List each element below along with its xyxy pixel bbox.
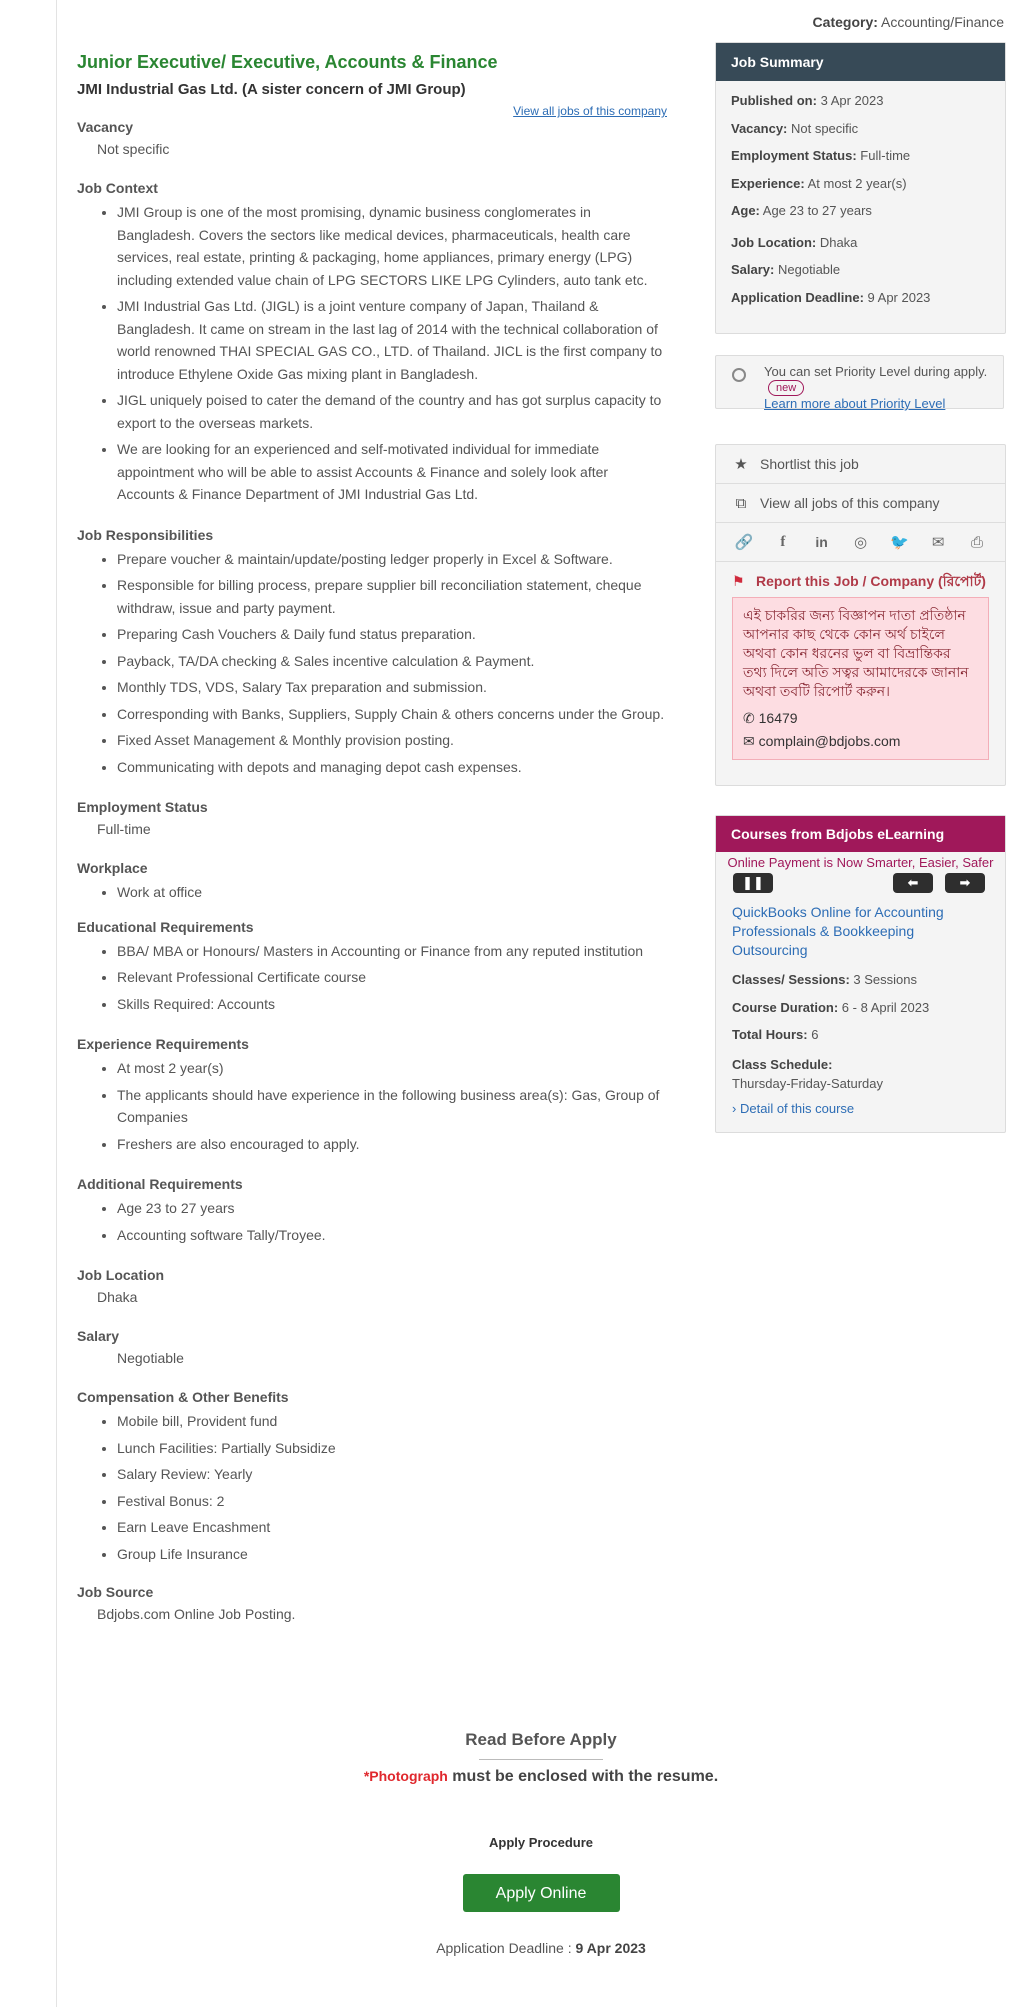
- job-summary-heading: Job Summary: [716, 43, 1005, 81]
- list-item: • Responsible for billing process, prepare supplier bill reconciliation statement, cheque withdraw, issue and party payment.: [117, 574, 667, 619]
- list-item: • Group Life Insurance: [117, 1543, 667, 1566]
- info-value: Thursday-Friday-Saturday: [732, 1075, 883, 1091]
- list-item: • Monthly TDS, VDS, Salary Tax preparation and submission.: [117, 676, 667, 699]
- helpline-number: 16479: [758, 710, 798, 726]
- job-actions-card: [715, 444, 1006, 786]
- additional-list: [77, 1197, 667, 1246]
- list-item: • Salary Review: Yearly: [117, 1463, 667, 1486]
- job-summary-card: [715, 42, 1006, 334]
- list-item: • Accounting software Tally/Troyee.: [117, 1224, 667, 1247]
- benefits-list: [77, 1410, 667, 1565]
- payment-marquee: Online Payment is Now Smarter, Easier, Safer: [727, 855, 994, 870]
- benefits-section: [77, 1388, 667, 1565]
- list-item: • The applicants should have experience in the following business area(s): Gas, Group of Companies: [117, 1084, 667, 1129]
- job-location-value: Dhaka: [97, 1289, 138, 1305]
- info-value: 6 - 8 April 2023: [838, 999, 930, 1015]
- course-hours: [716, 1021, 1005, 1049]
- fraud-warning-text: এই চাকরির জন্য বিজ্ঞাপন দাতা প্রতিষ্ঠান আপনার কাছ থেকে কোন অর্থ চাইলে অথবা কোন ধরনের ভুল বা বিভ্রান্তিকর তথ্য দিলে অতি সত্বর আমাদেরকে জানান অথবা তবটি রিপোর্ট করুন।: [743, 607, 969, 699]
- heading-underline: [479, 1759, 603, 1760]
- list-item: • Lunch Facilities: Partially Subsidize: [117, 1437, 667, 1460]
- list-item: • At most 2 year(s): [117, 1057, 667, 1080]
- summary-row: [731, 197, 990, 225]
- priority-text: [764, 364, 991, 396]
- experience-list: [77, 1057, 667, 1155]
- summary-row: [731, 170, 990, 198]
- section-heading: Job Responsibilities: [77, 526, 214, 543]
- job-title: Junior Executive/ Executive, Accounts & Finance: [77, 52, 498, 72]
- deadline-value: 9 Apr 2023: [575, 1940, 646, 1956]
- list-item: • Payback, TA/DA checking & Sales incentive calculation & Payment.: [117, 650, 667, 673]
- summary-row: [731, 229, 990, 257]
- experience-section: [77, 1035, 667, 1155]
- section-heading: Job Context: [77, 180, 158, 196]
- job-context-list: [77, 201, 667, 506]
- education-section: [77, 918, 667, 1016]
- job-location-section: [77, 1266, 667, 1307]
- course-sessions: [716, 966, 1005, 994]
- additional-requirements-section: [77, 1175, 667, 1246]
- list-item: • Mobile bill, Provident fund: [117, 1410, 667, 1433]
- list-item: • JMI Industrial Gas Ltd. (JIGL) is a joint venture company of Japan, Thailand & Bangladesh. It came on stream in the last lag of 2014 with the technical collaboration of world renowned THAI SPECIAL GAS CO., LTD. of Thailand. JICL is the first company to introduce Ethylene Oxide Gas mixing plant in Bangladesh.: [117, 295, 667, 385]
- fraud-warning-box: [732, 597, 989, 760]
- share-bar: [716, 523, 1005, 562]
- responsibilities-list: [77, 548, 667, 779]
- mail-icon[interactable]: ✉: [931, 534, 945, 551]
- list-item: • JMI Group is one of the most promising, dynamic business conglomerates in Bangladesh. Covers the sectors like medical devices, pharmaceuticals, health care services, real estate, printing & packaging, home appliances, primary energy (LPG) including extended value chain of LPG SECTORS LIKE LPG Cylinders, auto tank etc.: [117, 201, 667, 291]
- summary-label: Vacancy:: [731, 120, 788, 136]
- complaint-email[interactable]: complain@bdjobs.com: [758, 733, 901, 749]
- summary-label: Experience:: [731, 175, 805, 191]
- list-item: • Relevant Professional Certificate course: [117, 966, 667, 989]
- summary-label: Age:: [731, 203, 760, 218]
- apply-online-button[interactable]: Apply Online: [463, 1874, 620, 1912]
- linkedin-icon[interactable]: in: [815, 534, 828, 550]
- list-item: • Freshers are also encouraged to apply.: [117, 1133, 667, 1156]
- list-item: • BBA/ MBA or Honours/ Masters in Accounting or Finance from any reputed institution: [117, 940, 667, 963]
- info-value: 6: [807, 1027, 819, 1042]
- list-item: • Work at office: [117, 881, 667, 904]
- photo-note-required: *Photograph: [363, 1768, 448, 1784]
- info-label: Classes/ Sessions:: [732, 972, 850, 987]
- view-all-jobs-button[interactable]: [716, 484, 1005, 523]
- salary-value: Negotiable: [117, 1350, 184, 1366]
- photo-note-text: must be enclosed with the resume.: [447, 1768, 719, 1785]
- section-heading: Job Source: [77, 1584, 154, 1600]
- report-job-link[interactable]: [716, 562, 1005, 597]
- section-heading: Educational Requirements: [77, 918, 254, 935]
- company-name: JMI Industrial Gas Ltd. (A sister concern of JMI Group): [77, 81, 466, 98]
- info-label: Total Hours:: [732, 1027, 808, 1042]
- star-icon: ★: [734, 456, 748, 473]
- vacancy-section: [77, 118, 667, 159]
- workplace-section: [77, 859, 667, 904]
- left-divider: [56, 0, 57, 2007]
- category-value: Accounting/Finance: [881, 14, 1004, 30]
- salary-section: [77, 1327, 667, 1368]
- course-duration: [716, 994, 1005, 1022]
- priority-message: You can set Priority Level during apply.: [764, 364, 988, 379]
- summary-value: At most 2 year(s): [804, 175, 907, 191]
- section-heading: Workplace: [77, 860, 148, 876]
- list-item: • Corresponding with Banks, Suppliers, Supply Chain & others concerns under the Group.: [117, 703, 667, 726]
- view-all-label: View all jobs of this company: [760, 495, 940, 511]
- education-list: [77, 940, 667, 1016]
- summary-row: [731, 87, 990, 115]
- info-label: Course Duration:: [732, 999, 839, 1015]
- vacancy-value: Not specific: [97, 141, 170, 157]
- summary-row: [731, 256, 990, 284]
- section-heading: Salary: [77, 1328, 120, 1344]
- summary-label: Job Location:: [731, 234, 817, 250]
- job-source-section: [77, 1583, 667, 1624]
- job-summary-body: [716, 81, 1005, 321]
- priority-learn-more-link[interactable]: Learn more about Priority Level: [764, 396, 946, 411]
- print-icon[interactable]: ⎙: [970, 533, 983, 551]
- complaint-email-row: [743, 732, 978, 751]
- summary-value: 3 Apr 2023: [816, 93, 884, 108]
- shortlist-button[interactable]: [716, 445, 1005, 484]
- report-label: Report this Job / Company (রিপোর্ট): [756, 573, 986, 589]
- envelope-icon: ✉: [743, 733, 755, 749]
- summary-row: [731, 284, 990, 312]
- category-label: Category:: [812, 14, 878, 30]
- category-line: [813, 14, 1004, 30]
- apply-procedure-heading: Apply Procedure: [488, 1835, 594, 1850]
- view-all-jobs-link[interactable]: View all jobs of this company: [513, 104, 667, 118]
- course-title-link[interactable]: QuickBooks Online for Accounting Professionals & Bookkeeping Outsourcing: [732, 904, 944, 958]
- courses-heading: Courses from Bdjobs eLearning: [716, 816, 1005, 852]
- carousel-controls: [716, 873, 1005, 893]
- facebook-icon[interactable]: f: [780, 533, 786, 550]
- shortlist-label: Shortlist this job: [760, 456, 859, 472]
- list-item: • Preparing Cash Vouchers & Daily fund status preparation.: [117, 623, 667, 646]
- list-item: • Fixed Asset Management & Monthly provision posting.: [117, 729, 667, 752]
- detail-label: Detail of this course: [739, 1100, 855, 1116]
- application-deadline: [77, 1940, 1005, 1956]
- section-heading: Job Location: [77, 1267, 165, 1283]
- responsibilities-section: [77, 526, 667, 779]
- lightbulb-icon: [732, 368, 746, 382]
- twitter-icon[interactable]: 🐦: [889, 534, 909, 551]
- course-detail-link[interactable]: [716, 1093, 1005, 1126]
- priority-level-card: [715, 355, 1004, 409]
- read-before-apply-heading: Read Before Apply: [465, 1730, 617, 1749]
- section-heading: Vacancy: [77, 119, 134, 135]
- summary-label: Published on:: [731, 93, 817, 108]
- copy-icon: ⧉: [735, 494, 747, 512]
- summary-row: [731, 142, 990, 170]
- workplace-list: [77, 881, 667, 904]
- summary-value: Negotiable: [774, 262, 841, 277]
- list-item: • Festival Bonus: 2: [117, 1490, 667, 1513]
- info-value: 3 Sessions: [849, 972, 917, 987]
- summary-label: Salary:: [731, 262, 775, 277]
- apply-procedure: [77, 1835, 1005, 1956]
- read-before-apply: [77, 1730, 1005, 1786]
- summary-label: Application Deadline:: [731, 289, 864, 305]
- helpline-row: [743, 709, 978, 728]
- employment-status-value: Full-time: [97, 821, 151, 837]
- list-item: • Communicating with depots and managing depot cash expenses.: [117, 756, 667, 779]
- pause-button[interactable]: ❚❚: [733, 873, 773, 893]
- flag-icon: ⚑: [732, 573, 745, 589]
- phone-icon: ✆: [743, 710, 755, 726]
- summary-value: Not specific: [787, 120, 859, 136]
- job-context-section: [77, 179, 667, 506]
- course-schedule: [716, 1055, 1005, 1093]
- summary-label: Employment Status:: [731, 148, 857, 163]
- courses-card: [715, 815, 1006, 1133]
- summary-value: Full-time: [856, 148, 911, 163]
- info-label: Class Schedule:: [732, 1056, 833, 1072]
- new-badge: new: [768, 380, 804, 396]
- whatsapp-icon[interactable]: ◎: [853, 534, 868, 551]
- list-item: • Earn Leave Encashment: [117, 1516, 667, 1539]
- next-arrow-button[interactable]: ➡: [945, 873, 985, 893]
- summary-value: Dhaka: [816, 234, 858, 250]
- section-heading: Employment Status: [77, 799, 208, 815]
- summary-row: [731, 115, 990, 143]
- deadline-label: Application Deadline :: [436, 1940, 576, 1956]
- job-source-value: Bdjobs.com Online Job Posting.: [97, 1606, 296, 1622]
- list-item: • Age 23 to 27 years: [117, 1197, 667, 1220]
- list-item: • We are looking for an experienced and self-motivated individual for immediate appointment who will be able to assist Accounts & Finance and solely look after Accounts & Finance Department of JMI Industrial Gas Ltd.: [117, 438, 667, 506]
- job-details: [77, 50, 667, 1624]
- section-heading: Additional Requirements: [77, 1176, 243, 1192]
- section-heading: Experience Requirements: [77, 1036, 249, 1052]
- photo-note: [77, 1768, 1005, 1786]
- link-icon[interactable]: 🔗: [734, 534, 754, 551]
- chevron-right-icon: ›: [732, 1100, 737, 1116]
- list-item: • JIGL uniquely poised to cater the demand of the country and has got surplus capacity to export to the overseas markets.: [117, 389, 667, 434]
- section-heading: Compensation & Other Benefits: [77, 1389, 289, 1405]
- employment-status-section: [77, 798, 667, 839]
- list-item: • Skills Required: Accounts: [117, 993, 667, 1016]
- summary-value: 9 Apr 2023: [863, 289, 931, 305]
- summary-value: Age 23 to 27 years: [759, 203, 872, 218]
- list-item: • Prepare voucher & maintain/update/posting ledger properly in Excel & Software.: [117, 548, 667, 571]
- prev-arrow-button[interactable]: ⬅: [893, 873, 933, 893]
